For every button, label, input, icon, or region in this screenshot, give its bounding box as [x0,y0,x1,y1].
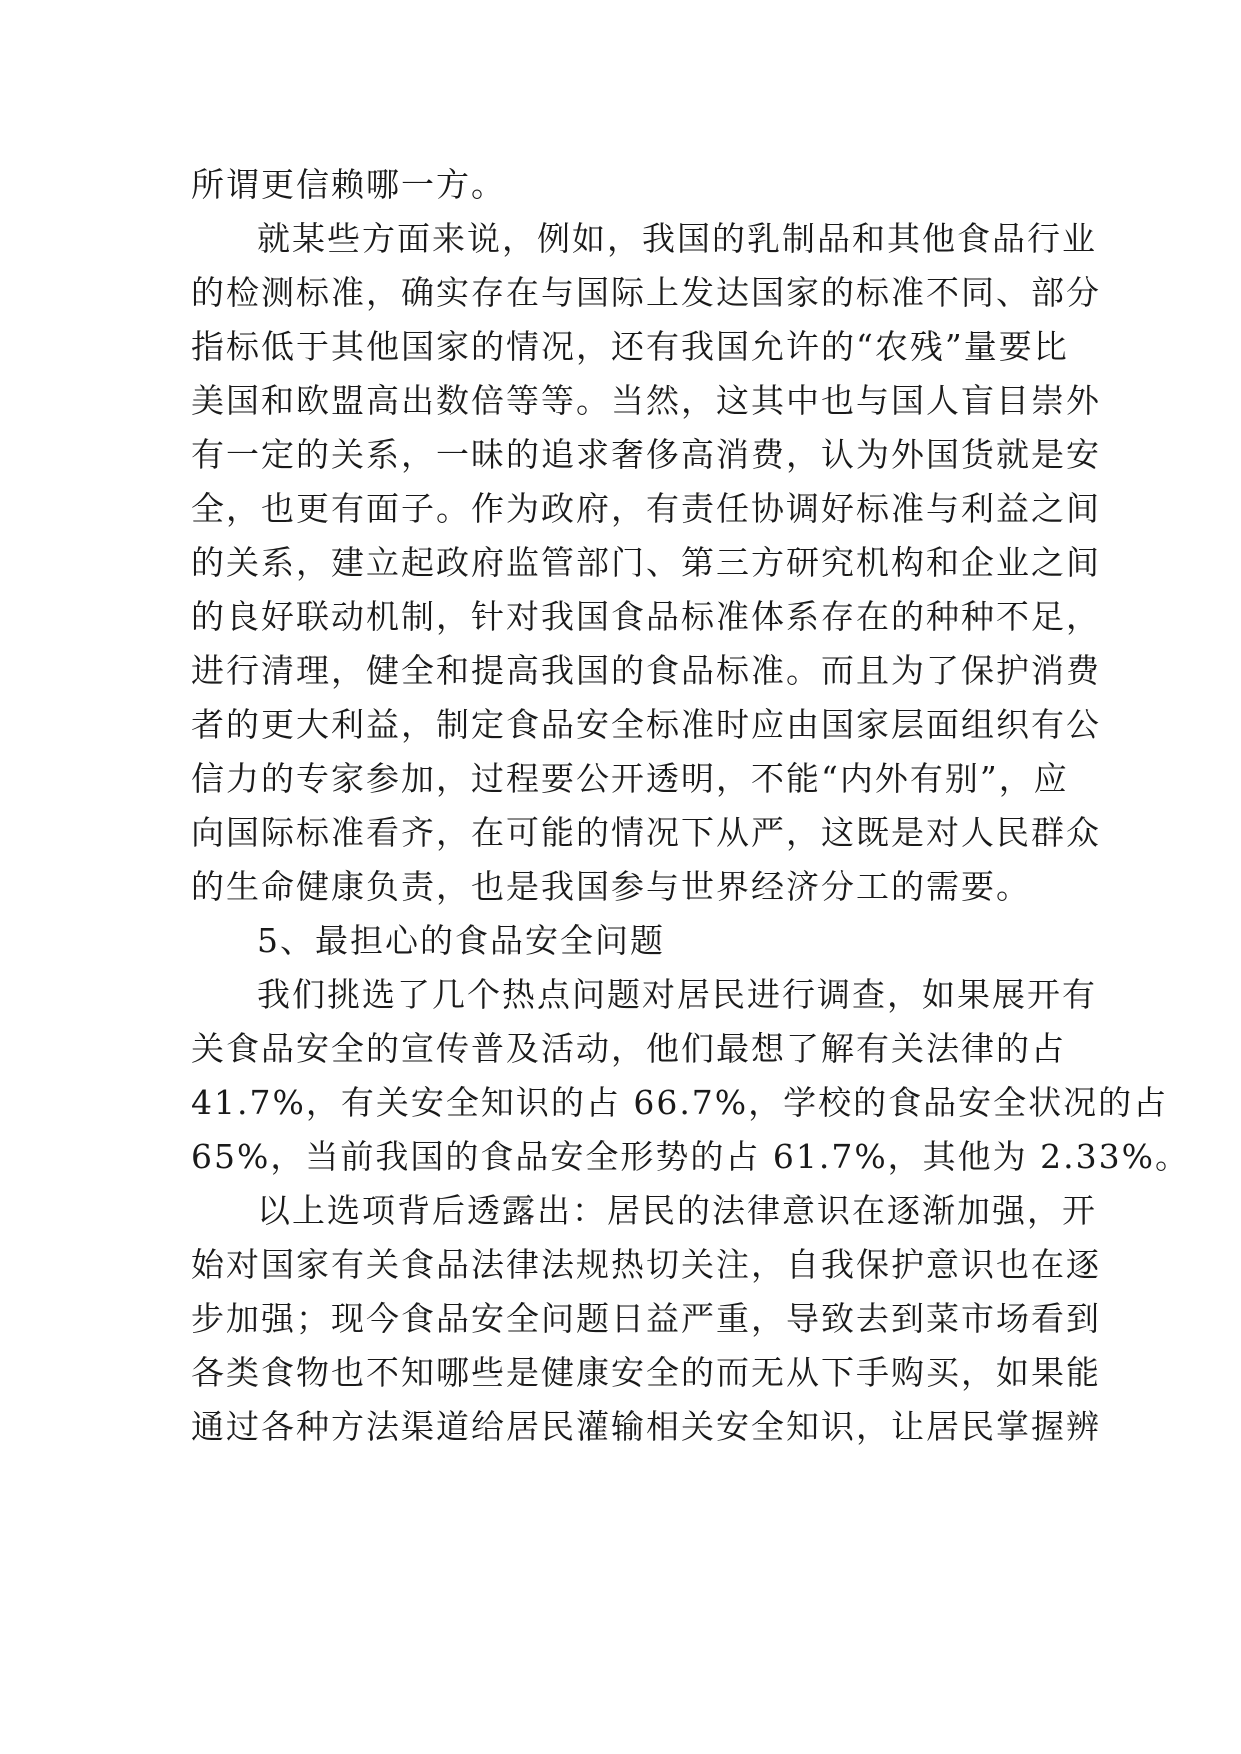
text-line: 者的更大利益，制定食品安全标准时应由国家层面组织有公 [191,705,1101,744]
text-line: 向国际标准看齐，在可能的情况下从严，这既是对人民群众 [191,813,1101,852]
text-line: 各类食物也不知哪些是健康安全的而无从下手购买，如果能 [191,1353,1101,1392]
text-line: 有一定的关系，一昧的追求奢侈高消费，认为外国货就是安 [191,435,1101,474]
section-heading: 5、最担心的食品安全问题 [257,921,665,960]
document-body [191,158,1190,1454]
text-line: 始对国家有关食品法律法规热切关注，自我保护意识也在逐 [191,1245,1101,1284]
paragraph-start-line: 就某些方面来说，例如，我国的乳制品和其他食品行业 [257,219,1097,258]
text-line: 65%，当前我国的食品安全形势的占 61.7%，其他为 2.33%。 [191,1137,1190,1176]
text-line: 41.7%，有关安全知识的占 66.7%，学校的食品安全状况的占 [191,1083,1169,1122]
text-line: 关食品安全的宣传普及活动，他们最想了解有关法律的占 [191,1029,1066,1068]
text-line: 的良好联动机制，针对我国食品标准体系存在的种种不足， [191,597,1101,636]
text-line: 全，也更有面子。作为政府，有责任协调好标准与利益之间 [191,489,1101,528]
text-line: 指标低于其他国家的情况，还有我国允许的“农残”量要比 [191,327,1069,366]
paragraph-start-line: 我们挑选了几个热点问题对居民进行调查，如果展开有 [257,975,1097,1014]
paragraph-start-line: 以上选项背后透露出：居民的法律意识在逐渐加强，开 [257,1191,1097,1230]
text-line: 所谓更信赖哪一方。 [191,165,506,204]
text-line: 信力的专家参加，过程要公开透明，不能“内外有别”，应 [191,759,1069,798]
text-line: 美国和欧盟高出数倍等等。当然，这其中也与国人盲目崇外 [191,381,1101,420]
text-line: 通过各种方法渠道给居民灌输相关安全知识，让居民掌握辨 [191,1407,1101,1446]
text-line: 步加强；现今食品安全问题日益严重，导致去到菜市场看到 [191,1299,1101,1338]
text-line: 的关系，建立起政府监管部门、第三方研究机构和企业之间 [191,543,1101,582]
text-line: 的生命健康负责，也是我国参与世界经济分工的需要。 [191,867,1031,906]
text-line: 进行清理，健全和提高我国的食品标准。而且为了保护消费 [191,651,1101,690]
text-line: 的检测标准，确实存在与国际上发达国家的标准不同、部分 [191,273,1101,312]
